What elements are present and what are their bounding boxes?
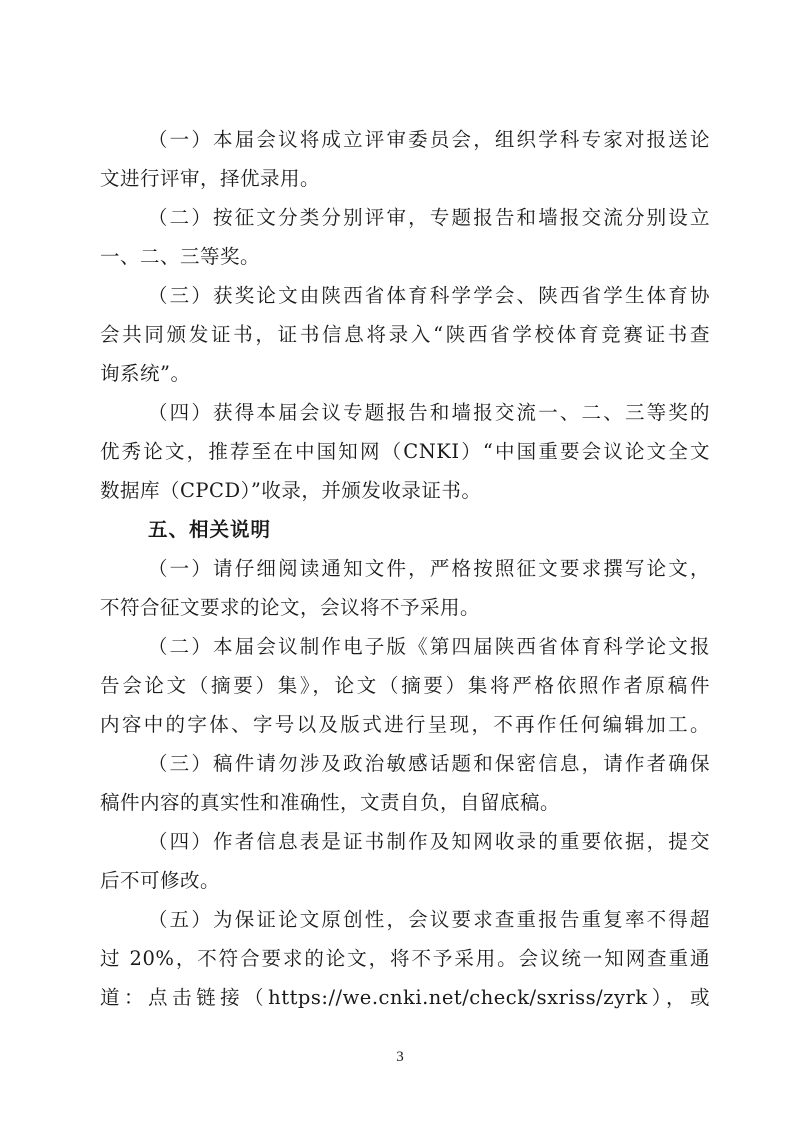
text-line: 不符合征文要求的论文，会议将不予采用。: [100, 596, 481, 619]
text-line: 文进行评审，择优录用。: [100, 167, 321, 190]
text-line: （一）请仔细阅读通知文件，严格按照征文要求撰写论文，: [148, 557, 710, 580]
text-line: 数据库（CPCD）”收录，并颁发收录证书。: [100, 479, 482, 502]
text-line: 会共同颁发证书，证书信息将录入“陕西省学校体育竞赛证书查: [100, 323, 710, 346]
text-line: 告会论文（摘要）集》，论文（摘要）集将严格依照作者原稿件: [100, 674, 710, 697]
section-heading: 五、相关说明: [148, 518, 272, 541]
text-line: 道：点击链接（https://we.cnki.net/check/sxriss/zyrk），或: [100, 986, 710, 1009]
text-line: 稿件内容的真实性和准确性，文责自负，自留底稿。: [100, 791, 561, 814]
text-line: （二）按征文分类分别评审，专题报告和墙报交流分别设立: [148, 206, 710, 229]
text-line: 后不可修改。: [100, 869, 221, 892]
text-line: （五）为保证论文原创性，会议要求查重报告重复率不得超: [148, 908, 710, 931]
text-line: 优秀论文，推荐至在中国知网（CNKI）“中国重要会议论文全文: [100, 440, 710, 463]
text-line: 过 20%，不符合要求的论文，将不予采用。会议统一知网查重通: [100, 947, 710, 970]
text-line: （一）本届会议将成立评审委员会，组织学科专家对报送论: [148, 128, 710, 151]
page-number: 3: [396, 1049, 404, 1065]
text-line: 询系统”。: [100, 362, 191, 385]
text-line: （三）稿件请勿涉及政治敏感话题和保密信息，请作者确保: [148, 752, 710, 775]
text-line: （三）获奖论文由陕西省体育科学学会、陕西省学生体育协: [148, 284, 710, 307]
text-line: 内容中的字体、字号以及版式进行呈现，不再作任何编辑加工。: [100, 713, 710, 736]
text-line: （四）作者信息表是证书制作及知网收录的重要依据，提交: [148, 830, 710, 853]
text-line: （四）获得本届会议专题报告和墙报交流一、二、三等奖的: [148, 401, 710, 424]
text-line: （二）本届会议制作电子版《第四届陕西省体育科学论文报: [148, 635, 710, 658]
text-line: 一、二、三等奖。: [100, 245, 261, 268]
